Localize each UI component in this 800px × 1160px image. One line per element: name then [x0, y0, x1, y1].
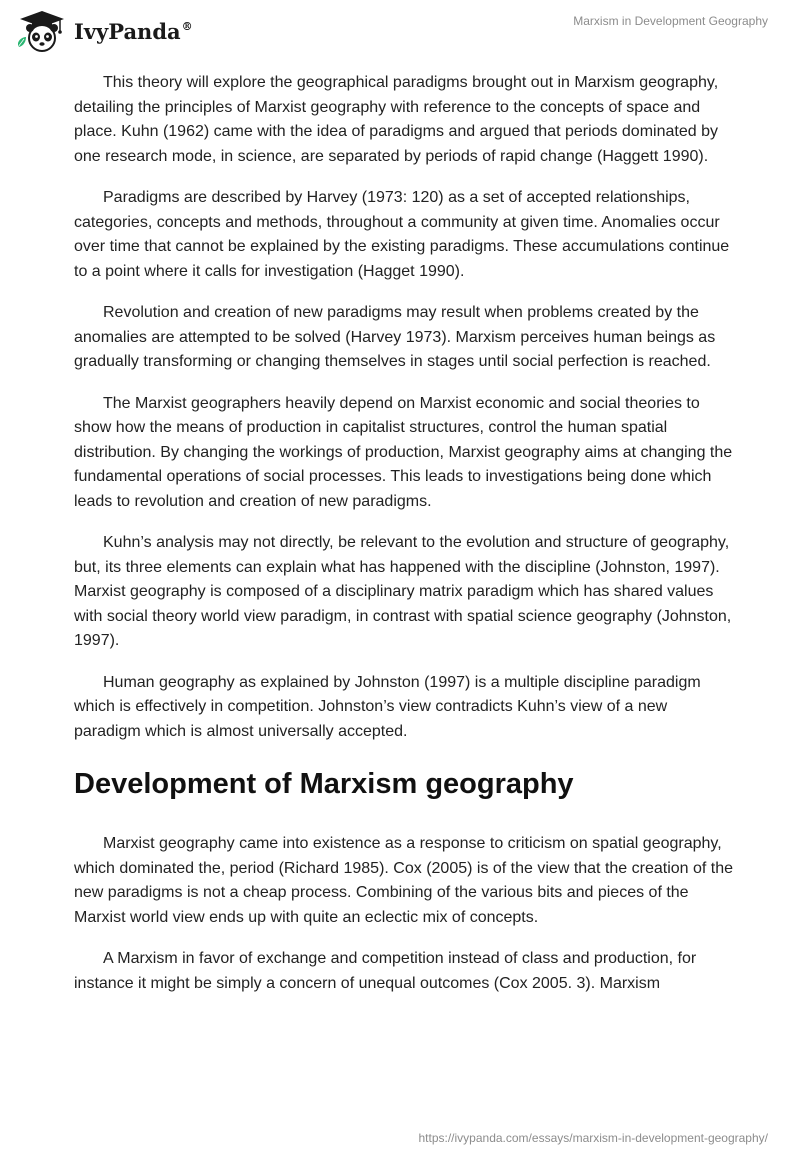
brand-logo[interactable] — [14, 9, 193, 53]
article-body — [74, 71, 734, 1013]
panda-graduation-cap-icon — [14, 9, 70, 53]
paragraph: This theory will explore the geographical paradigms brought out in Marxism geography, detailing the principles of Marxist geography with reference to the concepts of space and place. Kuhn (1962) came with the idea of paradigms and argued that periods dominated by one research mode, in science, are separated by periods of rapid change (Haggett 1990). — [74, 74, 719, 165]
brand-name: IvyPanda® — [74, 18, 193, 44]
paragraph: Marxist geography came into existence as a response to criticism on spatial geography, which dominated the, period (Richard 1985). Cox (2005) is of the view that the creation of the new paradigms is not a cheap process. Combining of the various bits and pieces of the Marxist world view ends up with quite an eclectic mix of concepts. — [74, 835, 734, 926]
source-url[interactable]: https://ivypanda.com/essays/marxism-in-development-geography/ — [418, 1131, 768, 1145]
page-header — [0, 0, 800, 70]
paragraph: The Marxist geographers heavily depend on Marxist economic and social theories to show how the means of production in capitalist structures, control the human spatial distribution. By changing the workings of production, Marxist geography aims at changing the fundamental operations of social processes. This leads to investigations being done which leads to revolution and creation of new paradigms. — [74, 394, 733, 510]
section-heading: Development of Marxism geography — [74, 768, 574, 800]
paragraph: Human geography as explained by Johnston (1997) is a multiple discipline paradigm which is effectively in competition. Johnston’s view contradicts Kuhn’s view of a new paradigm which is almost universally accepted. — [74, 673, 701, 740]
paragraph: A Marxism in favor of exchange and competition instead of class and production, for instance it might be simply a concern of unequal outcomes (Cox 2005. 3). Marxism — [74, 950, 697, 992]
paragraph: Revolution and creation of new paradigms may result when problems created by the anomalies are attempted to be solved (Harvey 1973). Marxism perceives human beings as gradually transforming or changing themselves in stages until social perfection is reached. — [74, 304, 716, 370]
paragraph: Paradigms are described by Harvey (1973: 120) as a set of accepted relationships, categories, concepts and methods, throughout a community at given time. Anomalies occur over time that cannot be explained by the existing paradigms. These accumulations continue to a point where it calls for investigation (Hagget 1990). — [74, 189, 730, 280]
paragraph: Kuhn’s analysis may not directly, be relevant to the evolution and structure of geography, but, its three elements can explain what has happened with the discipline (Johnston, 1997). Marxist geography is composed of a disciplinary matrix paradigm which has shared values with social theory world view paradigm, in contrast with spatial science geography (Johnston, 1997). — [74, 534, 732, 649]
document-title: Marxism in Development Geography — [573, 14, 768, 28]
